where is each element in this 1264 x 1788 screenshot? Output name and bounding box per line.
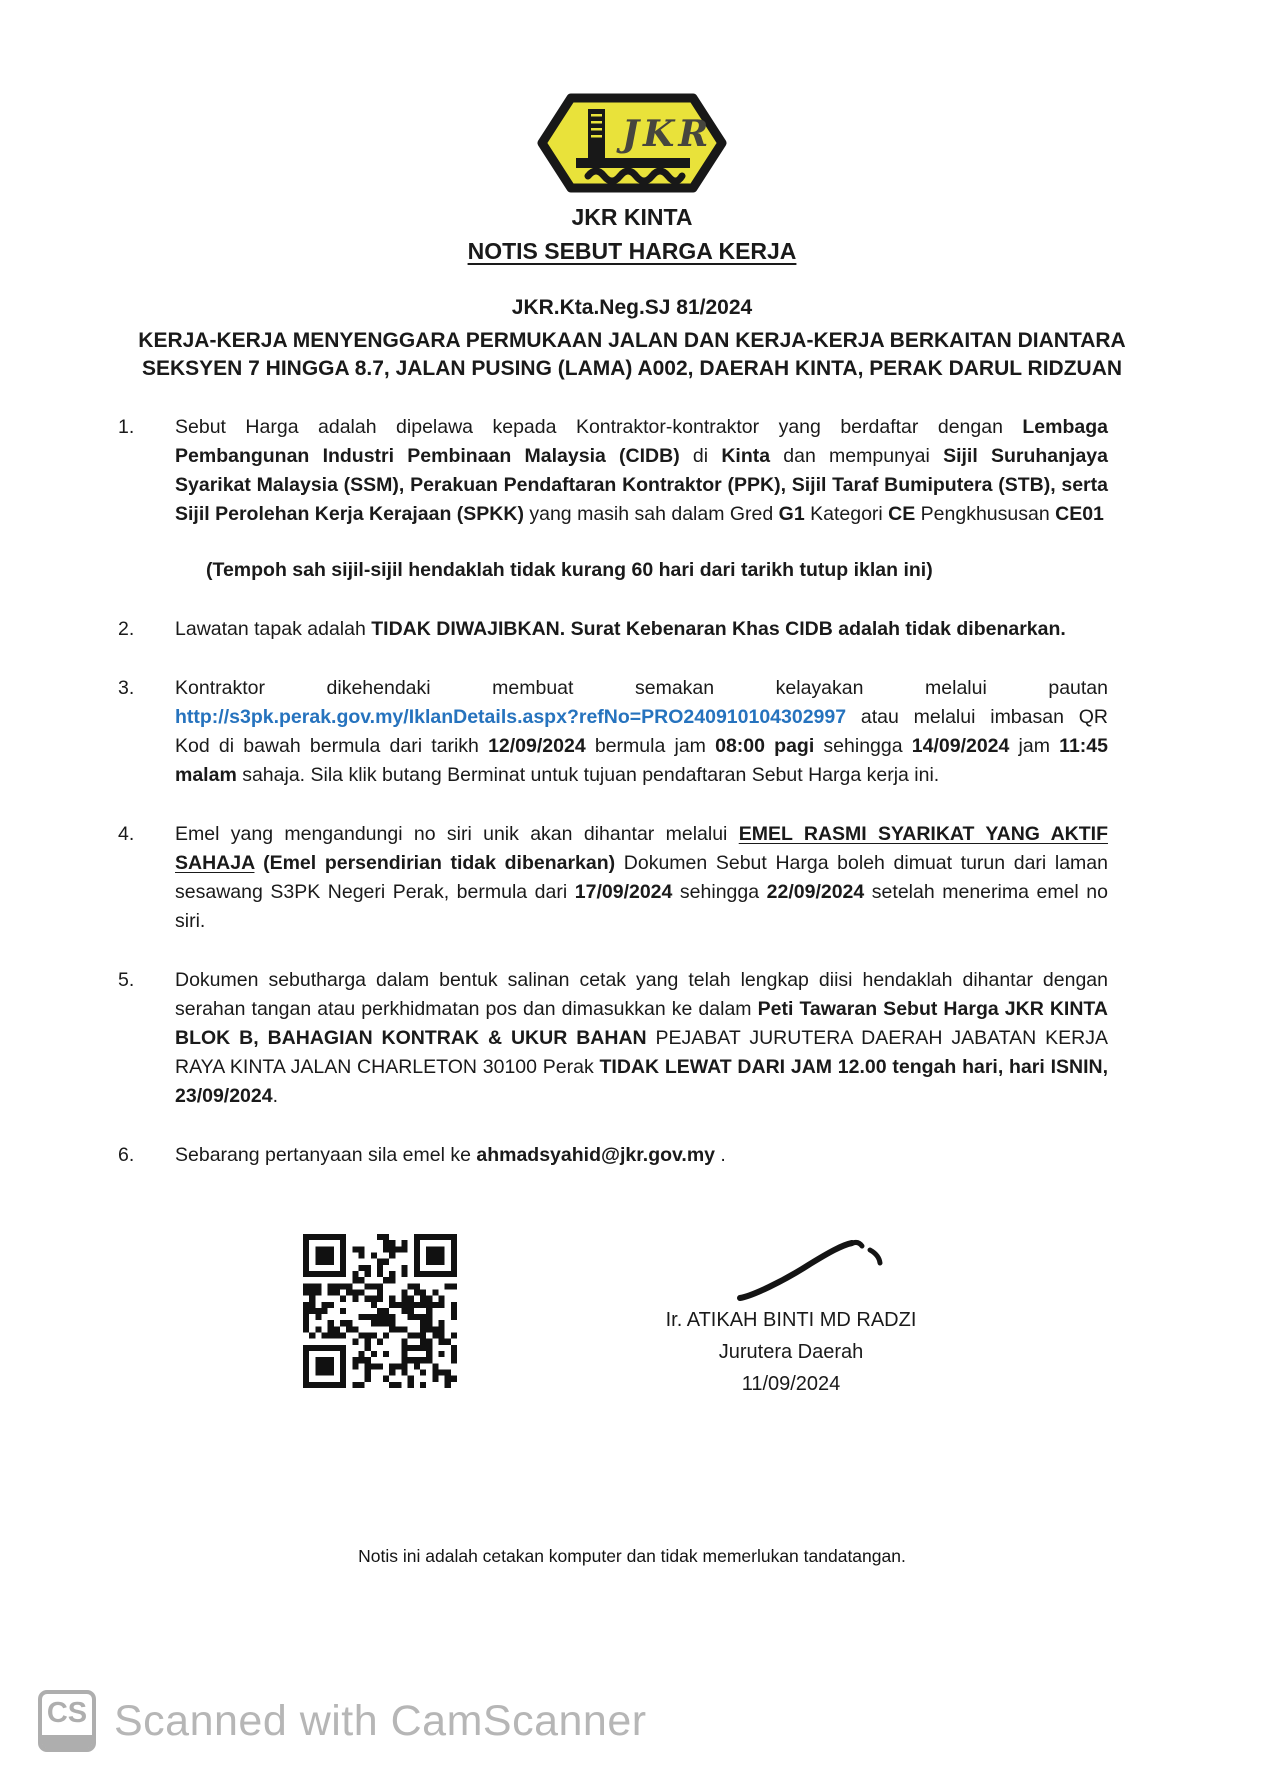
reference-number: JKR.Kta.Neg.SJ 81/2024 xyxy=(511,296,753,319)
text-run: EMEL RASMI SYARIKAT YANG AKTIF SAHAJA xyxy=(175,822,1108,874)
jkr-logo xyxy=(536,92,728,194)
text-run: Surat Kebenaran Khas CIDB adalah tidak dibenarkan. xyxy=(570,617,1066,640)
page-title: NOTIS SEBUT HARGA KERJA xyxy=(467,238,797,264)
text-run: 17/09/2024 xyxy=(574,880,673,903)
text-run: bermula jam xyxy=(585,734,716,757)
url-link: http://s3pk.perak.gov.my/IklanDetails.aspx?refNo=PRO240910104302997 xyxy=(175,705,847,728)
item-number: 4. xyxy=(118,822,135,845)
text-run: sahaja. Sila klik butang Berminat untuk tujuan pendaftaran Sebut Harga kerja ini. xyxy=(236,763,940,786)
signature-block xyxy=(605,1234,977,1400)
text-run: Dokumen sebutharga dalam bentuk salinan cetak yang telah lengkap diisi hendaklah dihantar dengan serahan tangan atau perkhidmatan pos dan dimasukkan ke dalam xyxy=(175,968,1108,1020)
item-text xyxy=(175,966,1108,1111)
item-text xyxy=(175,413,1108,529)
text-run: sehingga xyxy=(672,880,767,903)
text-run: Sebarang pertanyaan sila emel ke xyxy=(175,1143,477,1166)
text-run: Kategori xyxy=(804,502,889,525)
text-run: jam xyxy=(1009,734,1060,757)
text-run: Lawatan tapak adalah xyxy=(175,617,372,640)
text-run: di xyxy=(679,444,722,467)
text-run: CE01 xyxy=(1055,502,1104,525)
text-run: . xyxy=(715,1143,726,1166)
document-header xyxy=(0,0,1264,383)
list-item-1 xyxy=(118,413,1108,529)
text-run: G1 xyxy=(778,502,805,525)
item-text xyxy=(175,820,1108,936)
item-text xyxy=(175,674,1108,790)
text-run: PEJABAT JURUTERA DAERAH JABATAN KERJA RAYA KINTA JALAN CHARLETON 30100 Perak xyxy=(175,1026,1108,1078)
item-text xyxy=(175,1141,1108,1170)
text-run: Emel yang mengandungi no siri unik akan dihantar melalui xyxy=(175,822,739,845)
text-run: TIDAK DIWAJIBKAN. xyxy=(371,617,566,640)
text-run: setelah menerima emel no siri. xyxy=(175,880,1108,932)
item-number: 1. xyxy=(118,415,135,438)
text-run xyxy=(254,852,263,874)
item-number: 3. xyxy=(118,676,135,699)
text-run: Pengkhususan xyxy=(915,502,1056,525)
text-run: TIDAK LEWAT DARI JAM 12.00 tengah hari, hari ISNIN, 23/09/2024 xyxy=(175,1055,1108,1107)
signatory-name: Ir. ATIKAH BINTI MD RADZI xyxy=(665,1308,917,1331)
camscanner-icon-label: CS xyxy=(46,1697,88,1729)
item-text xyxy=(175,615,1108,644)
footer-note: Notis ini adalah cetakan komputer dan tidak memerlukan tandatangan. xyxy=(358,1545,906,1566)
list-item-6 xyxy=(118,1141,1108,1170)
text-run: atau melalui imbasan QR Kod di bawah bermula dari tarikh xyxy=(175,705,1108,757)
notice-body xyxy=(0,413,1264,1170)
camscanner-icon-band xyxy=(42,1735,92,1748)
signature-icon xyxy=(732,1234,902,1308)
text-run: Peti Tawaran Sebut Harga JKR KINTA BLOK B, BAHAGIAN KONTRAK & UKUR BAHAN xyxy=(175,997,1108,1049)
text-run: ahmadsyahid@jkr.gov.my xyxy=(476,1143,716,1166)
text-run: 22/09/2024 xyxy=(766,880,865,903)
qr-code xyxy=(303,1234,457,1388)
text-run: 12/09/2024 xyxy=(488,734,586,757)
text-run: (Tempoh sah sijil-sijil hendaklah tidak kurang 60 hari dari tarikh tutup iklan ini) xyxy=(206,558,933,581)
text-run: . xyxy=(272,1084,279,1107)
camscanner-icon xyxy=(38,1690,96,1752)
signature-date: 11/09/2024 xyxy=(741,1372,841,1395)
text-run: Kontraktor dikehendaki membuat semakan kelayakan melalui pautan xyxy=(175,676,1108,699)
org-name: JKR KINTA xyxy=(571,204,693,230)
item-number: 5. xyxy=(118,968,135,991)
signatory-role: Jurutera Daerah xyxy=(718,1340,864,1363)
item-number: 2. xyxy=(118,617,135,640)
text-run: Lembaga Pembangunan Industri Pembinaan Malaysia (CIDB) xyxy=(175,415,1108,467)
text-run: 08:00 pagi xyxy=(715,734,815,757)
text-run: CE xyxy=(888,502,916,525)
item-number: 6. xyxy=(118,1143,135,1166)
certificate-validity-note xyxy=(206,556,1108,585)
list-item-4 xyxy=(118,820,1108,936)
list-item-5 xyxy=(118,966,1108,1111)
camscanner-watermark xyxy=(38,1690,647,1752)
text-run: Kinta xyxy=(721,444,771,467)
notice-subject: KERJA-KERJA MENYENGGARA PERMUKAAN JALAN DAN KERJA-KERJA BERKAITAN DIANTARA SEKSYEN 7 HINGGA 8.7, JALAN PUSING (LAMA) A002, DAERAH KINTA, PERAK DARUL RIDZUAN xyxy=(138,329,1126,380)
text-run: sehingga xyxy=(814,734,912,757)
qr-and-signature-row xyxy=(0,1234,1264,1400)
text-run: 11:45 malam xyxy=(175,734,1108,786)
text-run: dan mempunyai xyxy=(770,444,944,467)
text-run: Sijil Suruhanjaya Syarikat Malaysia (SSM), Perakuan Pendaftaran Kontraktor (PPK), Sijil Taraf Bumiputera (STB), serta Sijil Perolehan Kerja Kerajaan (SPKK) xyxy=(175,444,1108,525)
watermark-text: Scanned with CamScanner xyxy=(114,1696,647,1745)
list-item-3 xyxy=(118,674,1108,790)
list-item-2 xyxy=(118,615,1108,644)
text-run: Sebut Harga adalah dipelawa kepada Kontraktor-kontraktor yang berdaftar dengan xyxy=(175,415,1023,438)
jkr-logo-text: JKR xyxy=(622,113,713,155)
text-run: (Emel persendirian tidak dibenarkan) xyxy=(263,851,616,874)
text-run: Dokumen Sebut Harga boleh dimuat turun dari laman sesawang S3PK Negeri Perak, bermula dari xyxy=(175,851,1108,903)
text-run: 14/09/2024 xyxy=(911,734,1010,757)
text-run: yang masih sah dalam Gred xyxy=(523,502,779,525)
